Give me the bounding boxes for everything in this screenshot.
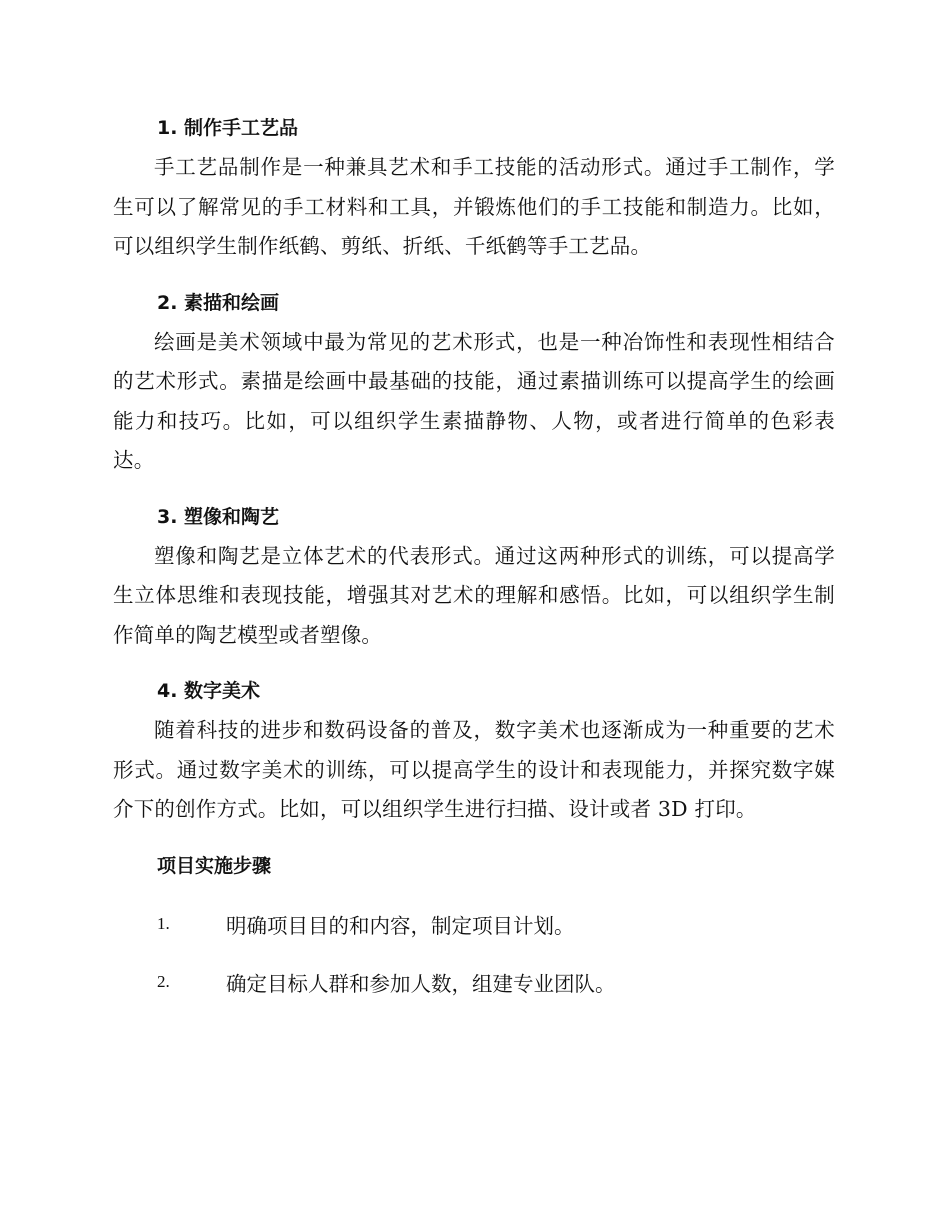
steps-heading: 项目实施步骤 (157, 854, 272, 877)
section-handicraft (113, 108, 835, 267)
section-heading: 4. 数字美术 (157, 680, 261, 702)
section-paragraph: 绘画是美术领域中最为常见的艺术形式，也是一种冶饰性和表现性相结合的艺术形式。素描是绘画中最基础的技能，通过素描训练可以提高学生的绘画能力和技巧。比如，可以组织学生素描静物、人物，或者进行简单的色彩表达。 (113, 329, 835, 472)
section-drawing (113, 283, 835, 481)
list-item-number: 2. (157, 971, 170, 991)
section-heading: 2. 素描和绘画 (157, 291, 280, 314)
list-item-text: 确定目标人群和参加人数，组建专业团队。 (226, 971, 616, 996)
section-paragraph: 塑像和陶艺是立体艺术的代表形式。通过这两种形式的训练，可以提高学生立体思维和表现技能，增强其对艺术的理解和感悟。比如，可以组织学生制作简单的陶艺模型或者塑像。 (113, 543, 835, 647)
section-paragraph: 手工艺品制作是一种兼具艺术和手工技能的活动形式。通过手工制作，学生可以了解常见的手工材料和工具，并锻炼他们的手工技能和制造力。比如，可以组织学生制作纸鹤、剪纸、折纸、千纸鹤等手工艺品。 (113, 155, 835, 258)
list-item (113, 904, 835, 944)
section-heading: 1. 制作手工艺品 (157, 117, 299, 139)
document-content (113, 108, 835, 1002)
list-item-text: 明确项目目的和内容，制定项目计划。 (226, 913, 575, 938)
section-paragraph: 随着科技的进步和数码设备的普及，数字美术也逐渐成为一种重要的艺术形式。通过数字美术的训练，可以提高学生的设计和表现能力，并探究数字媒介下的创作方式。比如，可以组织学生进行扫描、设计或者 3D 打印。 (113, 718, 835, 821)
list-item (113, 962, 835, 1002)
section-digital-art (113, 671, 835, 830)
list-item-number: 1. (157, 913, 170, 933)
section-heading: 3. 塑像和陶艺 (157, 505, 280, 528)
section-sculpture (113, 497, 835, 656)
